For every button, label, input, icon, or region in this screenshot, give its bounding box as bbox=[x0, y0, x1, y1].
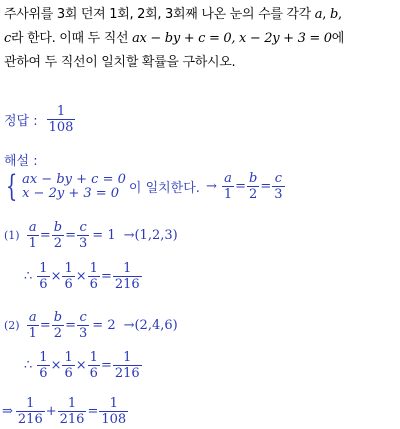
case-1-label: (1) bbox=[4, 229, 20, 242]
case-1-result-num: 1 bbox=[113, 261, 142, 277]
prob-den: 6 bbox=[64, 366, 73, 381]
problem-text-3: 에 bbox=[331, 31, 345, 46]
equation-system bbox=[2, 168, 126, 204]
prob-den: 6 bbox=[39, 277, 48, 292]
var-a: a bbox=[314, 7, 323, 22]
prob-num: 1 bbox=[39, 350, 48, 365]
case-1-triple: →(1,2,3) bbox=[123, 228, 178, 243]
prob-den: 6 bbox=[89, 277, 98, 292]
case-1-value: = 1 bbox=[92, 228, 116, 243]
var-b: b bbox=[329, 7, 338, 22]
case-2-a-den: 1 bbox=[28, 326, 37, 341]
implies-arrow: ⇒ bbox=[2, 404, 13, 419]
case-2-a-num: a bbox=[27, 310, 39, 326]
times: × bbox=[75, 269, 87, 284]
ratio-b-den: 2 bbox=[249, 187, 258, 202]
case-2-result-num: 1 bbox=[113, 350, 142, 366]
system-line-1: ax − by + c = 0 bbox=[22, 171, 126, 187]
equals: = bbox=[39, 228, 51, 243]
problem-line-3: 관하여 두 직선이 일치할 확률을 구하시오. bbox=[4, 55, 236, 70]
system-row bbox=[2, 168, 286, 204]
prob-num: 1 bbox=[89, 350, 98, 365]
system-line-2: x − 2y + 3 = 0 bbox=[22, 185, 120, 201]
equals: = bbox=[100, 358, 112, 373]
prob-num: 1 bbox=[64, 261, 73, 276]
case-2-b-num: b bbox=[53, 310, 63, 325]
case-2-value: = 2 bbox=[92, 318, 116, 333]
therefore-symbol: ∴ bbox=[24, 269, 33, 284]
ratio-c-den: 3 bbox=[274, 187, 283, 202]
case-2-triple: →(2,4,6) bbox=[123, 318, 178, 333]
ratio-b-num: b bbox=[249, 171, 258, 186]
times: × bbox=[50, 269, 62, 284]
answer-label: 정답 : bbox=[4, 114, 38, 129]
case-1-a-num: a bbox=[27, 220, 39, 236]
answer-row bbox=[4, 104, 76, 135]
problem-line-2 bbox=[4, 27, 398, 51]
prob-den: 6 bbox=[64, 277, 73, 292]
case-1-result-den: 216 bbox=[114, 277, 140, 292]
case-2-row bbox=[4, 310, 178, 341]
case-1-b-num: b bbox=[53, 220, 63, 235]
answer-denominator: 108 bbox=[48, 120, 74, 135]
line-equation-1: ax − by + c = 0, bbox=[132, 31, 236, 46]
answer-fraction bbox=[47, 104, 76, 135]
equals: = bbox=[65, 318, 77, 333]
line-equation-2: x − 2y + 3 = 0 bbox=[239, 31, 332, 46]
ratio-a-num: a bbox=[222, 171, 234, 187]
case-1-c-num: c bbox=[77, 220, 89, 236]
times: × bbox=[75, 358, 87, 373]
equals: = bbox=[87, 404, 99, 419]
prob-num: 1 bbox=[39, 261, 48, 276]
brace-glyph: { bbox=[5, 168, 18, 204]
final-term-1-den: 216 bbox=[17, 412, 43, 427]
var-c: c bbox=[4, 31, 11, 46]
problem-text-1: 주사위를 3회 던져 1회, 2회, 3회째 나온 눈의 수를 각각 bbox=[4, 7, 311, 22]
final-term-2-den: 216 bbox=[59, 412, 85, 427]
case-2-result-den: 216 bbox=[114, 366, 140, 381]
final-result-num: 1 bbox=[99, 396, 128, 412]
case-1-a-den: 1 bbox=[28, 236, 37, 251]
case-2-b-den: 2 bbox=[53, 326, 63, 341]
final-result-den: 108 bbox=[101, 412, 127, 427]
case-2-label: (2) bbox=[4, 319, 20, 332]
case-1-probability bbox=[24, 261, 143, 292]
case-2-c-den: 3 bbox=[79, 326, 88, 341]
case-1-row bbox=[4, 220, 178, 251]
equals: = bbox=[235, 179, 247, 194]
system-text: 이 일치한다. bbox=[128, 181, 200, 196]
comma: , bbox=[322, 7, 327, 22]
prob-num: 1 bbox=[64, 350, 73, 365]
problem-statement bbox=[4, 3, 398, 75]
plus: + bbox=[45, 404, 57, 419]
prob-den: 6 bbox=[89, 366, 98, 381]
equals: = bbox=[100, 269, 112, 284]
ratio-c-num: c bbox=[272, 171, 284, 187]
final-term-2-num: 1 bbox=[58, 396, 87, 412]
final-term-1-num: 1 bbox=[16, 396, 45, 412]
case-1-b-den: 2 bbox=[53, 236, 63, 251]
final-row bbox=[2, 396, 129, 427]
problem-text-2: 라 한다. 이때 두 직선 bbox=[10, 31, 129, 46]
therefore-symbol: ∴ bbox=[24, 358, 33, 373]
times: × bbox=[50, 358, 62, 373]
equals: = bbox=[260, 179, 272, 194]
prob-den: 6 bbox=[39, 366, 48, 381]
solution-label: 해설 : bbox=[4, 154, 38, 169]
answer-numerator: 1 bbox=[47, 104, 76, 120]
case-1-c-den: 3 bbox=[79, 236, 88, 251]
problem-line-1 bbox=[4, 3, 398, 27]
arrow: → bbox=[205, 179, 217, 194]
prob-num: 1 bbox=[89, 261, 98, 276]
equals: = bbox=[39, 318, 51, 333]
case-2-c-num: c bbox=[77, 310, 89, 326]
ratio-a-den: 1 bbox=[223, 187, 233, 202]
case-2-probability bbox=[24, 350, 143, 381]
comma: , bbox=[337, 7, 342, 22]
equals: = bbox=[65, 228, 77, 243]
